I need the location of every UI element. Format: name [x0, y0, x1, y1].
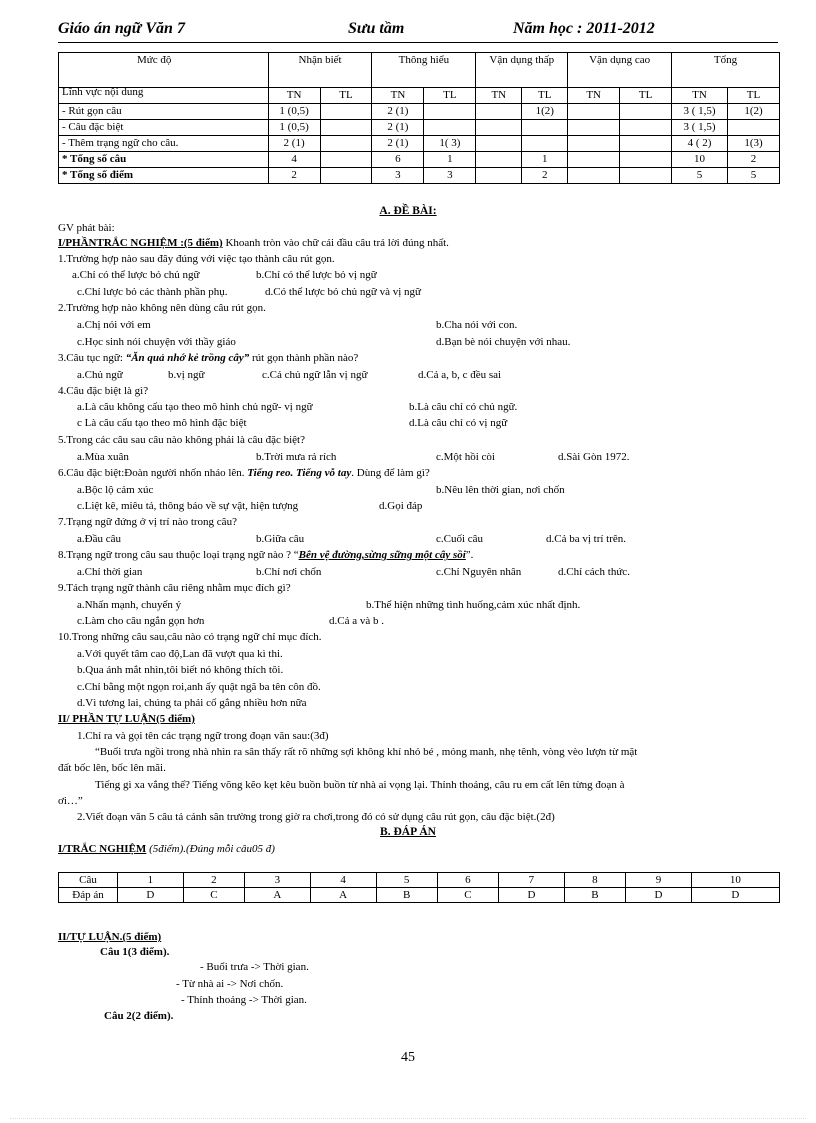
page-number: 45: [401, 1050, 415, 1065]
cell: 2 (1): [372, 120, 424, 136]
cell: D: [626, 888, 692, 903]
sub-header: TL: [620, 88, 672, 104]
cell: 7: [499, 873, 565, 888]
option: a.Chị nói với em: [77, 319, 151, 331]
cell: D: [691, 888, 779, 903]
col-header: Tổng: [672, 53, 780, 88]
cell: B: [564, 888, 625, 903]
table-row: [59, 104, 780, 120]
sub-header: TN: [672, 88, 728, 104]
cell: [320, 152, 372, 168]
option: b.Chỉ nơi chốn: [256, 566, 322, 578]
option: d.Sài Gòn 1972.: [558, 451, 630, 463]
cell: 1(3): [727, 136, 779, 152]
page-header: [58, 18, 778, 43]
cell: B: [376, 888, 437, 903]
col-header: Nhận biết: [268, 53, 372, 88]
cell: D: [499, 888, 565, 903]
cell: 5: [672, 168, 728, 184]
cell: [320, 136, 372, 152]
question-2: 2.Trường hợp nào không nên dùng câu rút gọn.: [58, 302, 266, 314]
option: b.Cha nói với con.: [436, 319, 518, 331]
cell: 2: [183, 873, 244, 888]
cell: 1: [424, 152, 476, 168]
passage-line: đất bốc lên, bốc lên mãi.: [58, 762, 166, 774]
table-row: [59, 888, 780, 903]
cell: 6: [372, 152, 424, 168]
option: d.Bạn bè nói chuyện với nhau.: [436, 336, 571, 348]
passage-line: “Buổi trưa ngồi trong nhà nhìn ra sân thấy rất rõ những sợi không khí nhỏ bé , mỏng manh, nhẹ tênh, vòng vèo lượn từ mặt: [95, 746, 638, 758]
q6-quote: Tiếng reo. Tiếng vỗ tay: [247, 467, 352, 479]
cell: C: [183, 888, 244, 903]
passage-line: ơi…”: [58, 795, 83, 807]
option: a.Chủ ngữ: [77, 369, 123, 381]
cell: 2 (1): [372, 104, 424, 120]
question-6: [58, 466, 430, 480]
answer-line: - Buổi trưa -> Thời gian.: [200, 961, 309, 973]
option: d.Là câu chỉ có vị ngữ: [409, 417, 508, 429]
option: b.Thể hiện những tình huống,cảm xúc nhất định.: [366, 599, 581, 611]
cell: 5: [376, 873, 437, 888]
cell: 2: [268, 168, 320, 184]
cell: 1 (0,5): [268, 120, 320, 136]
question-1: 1.Trường hợp nào sau đây đúng với việc tạo thành câu rút gọn.: [58, 253, 335, 265]
option: d.Cả a và b .: [329, 615, 384, 627]
sub-header: TN: [476, 88, 522, 104]
option: b.vị ngữ: [168, 369, 205, 381]
cell: 2: [522, 168, 568, 184]
answers-title: I/TRẮC NGHIỆM: [58, 843, 147, 855]
part1-instruction: Khoanh tròn vào chữ cái đầu câu trả lời đúng nhất.: [222, 237, 449, 249]
cell: [522, 120, 568, 136]
cell: A: [310, 888, 376, 903]
passage-line: Tiếng gì xa vắng thế? Tiếng võng kẽo kẹt kêu buồn buồn từ nhà ai vọng lại. Thỉnh thoảng, câu ru em cất lên từng đoạn à: [95, 779, 625, 791]
cell: 10: [691, 873, 779, 888]
sub-header: TN: [372, 88, 424, 104]
option: b.Là câu chỉ có chủ ngữ.: [409, 401, 518, 413]
cell: [620, 104, 672, 120]
domain-label: Lĩnh vực nội dung: [62, 86, 144, 98]
option: c Là câu cấu tạo theo mô hình đặc biệt: [77, 417, 247, 429]
col-header: Vận dụng cao: [568, 53, 672, 88]
cell: [320, 120, 372, 136]
cell: [620, 120, 672, 136]
question-9: 9.Tách trạng ngữ thành câu riêng nhằm mục đích gì?: [58, 582, 291, 594]
header-center: Sưu tầm: [348, 20, 405, 37]
answer-line: - Từ nhà ai -> Nơi chốn.: [176, 978, 284, 990]
option: c.Chỉ lược bỏ các thành phần phụ.: [77, 286, 228, 298]
cell: [476, 120, 522, 136]
cell: 1: [522, 152, 568, 168]
option: c.Liệt kê, miêu tả, thông báo về sự vật, hiện tượng: [77, 500, 299, 512]
cell: 3: [424, 168, 476, 184]
table-row: [59, 136, 780, 152]
row-label: - Thêm trạng ngữ cho câu.: [59, 136, 269, 152]
assessment-matrix: [58, 52, 780, 184]
option: c.Cuối câu: [436, 533, 484, 545]
q3-quote: “Ăn quả nhớ kẻ trồng cây”: [125, 352, 250, 364]
option: c.Chỉ bằng một ngọn roi,anh ấy quật ngã ba tên côn đồ.: [77, 681, 321, 693]
question-3: [58, 351, 358, 365]
cell: [568, 152, 620, 168]
option: a.Đầu câu: [77, 533, 121, 545]
cell: 3 ( 1,5): [672, 120, 728, 136]
cell: [568, 120, 620, 136]
option: d.Có thể lược bỏ chủ ngữ và vị ngữ: [265, 286, 421, 298]
cell: Đáp án: [59, 888, 118, 903]
col-header: Vận dụng thấp: [476, 53, 568, 88]
option: c.Một hồi còi: [436, 451, 495, 463]
cell: 6: [437, 873, 498, 888]
q6-pre: 6.Câu đặc biệt:Đoàn người nhốn nháo lên.: [58, 467, 248, 479]
cell: 1( 3): [424, 136, 476, 152]
question-4: 4.Câu đặc biệt là gì?: [58, 385, 149, 397]
cell: 2 (1): [268, 136, 320, 152]
sub-header: TL: [522, 88, 568, 104]
col-header: Thông hiểu: [372, 53, 476, 88]
cell: 8: [564, 873, 625, 888]
cell: [620, 168, 672, 184]
cell: 1(2): [727, 104, 779, 120]
section-b-title: B. ĐÁP ÁN: [380, 826, 436, 838]
q8-pre: 8.Trạng ngữ trong câu sau thuộc loại trạng ngữ nào ? “: [58, 549, 299, 561]
cell: [476, 104, 522, 120]
option: b.Nêu lên thời gian, nơi chốn: [436, 484, 565, 496]
option: a.Chỉ thời gian: [77, 566, 143, 578]
table-row: [59, 152, 780, 168]
cell: [568, 136, 620, 152]
option: a.Chỉ có thể lược bỏ chủ ngữ: [72, 269, 200, 281]
cell: 5: [727, 168, 779, 184]
q8-post: ”.: [465, 549, 474, 561]
matrix-corner: [59, 53, 269, 98]
option: d.Gọi đáp: [379, 500, 423, 512]
cell: 4 ( 2): [672, 136, 728, 152]
question-8: [58, 548, 473, 562]
q3-post: rút gọn thành phần nào?: [249, 352, 359, 364]
header-left: Giáo án ngữ Văn 7: [58, 20, 185, 37]
cell: [620, 152, 672, 168]
cell: 9: [626, 873, 692, 888]
cell: [568, 168, 620, 184]
cell: [424, 120, 476, 136]
option: a.Bộc lộ cảm xúc: [77, 484, 154, 496]
row-label: - Rút gọn câu: [59, 104, 269, 120]
q8-quote: Bên vệ đường,sừng sững một cây sồi: [298, 549, 466, 561]
answer-table: [58, 872, 780, 903]
cell: [320, 168, 372, 184]
essay-answer-title: II/TỰ LUẬN.(5 điểm): [58, 931, 162, 943]
option: b.Qua ánh mắt nhìn,tôi biết nó không thích tôi.: [77, 664, 284, 676]
essay-question-2: 2.Viết đoạn văn 5 câu tả cảnh sân trường trong giờ ra chơi,trong đó có sử dụng câu rút gọn, câu đặc biệt.(2đ): [77, 811, 555, 823]
essay-c2: Câu 2(2 điểm).: [104, 1010, 174, 1022]
option: d.Vì tương lai, chúng ta phải cố gắng nhiều hơn nữa: [77, 697, 307, 709]
table-row: [59, 120, 780, 136]
cell: 4: [310, 873, 376, 888]
sub-header: TL: [727, 88, 779, 104]
option: d.Chỉ cách thức.: [558, 566, 630, 578]
cell: C: [437, 888, 498, 903]
cell: [476, 168, 522, 184]
cell: [476, 152, 522, 168]
cell: [727, 120, 779, 136]
cell: [620, 136, 672, 152]
option: b.Chỉ có thể lược bỏ vị ngữ: [256, 269, 377, 281]
option: c.Chỉ Nguyên nhân: [436, 566, 522, 578]
cell: 3 ( 1,5): [672, 104, 728, 120]
section-a-title: A. ĐỀ BÀI:: [379, 205, 437, 217]
essay-question-1: 1.Chỉ ra và gọi tên các trạng ngữ trong đoạn văn sau:(3đ): [77, 730, 329, 742]
level-label: Mức độ: [137, 54, 172, 66]
option: c.Học sinh nói chuyện với thầy giáo: [77, 336, 236, 348]
gv-line: GV phát bài:: [58, 222, 115, 234]
part1-heading: [58, 236, 449, 250]
cell: [424, 104, 476, 120]
cell: A: [245, 888, 311, 903]
answers-heading: [58, 842, 275, 856]
option: c.Cả chủ ngữ lẫn vị ngữ: [262, 369, 368, 381]
table-row: [59, 168, 780, 184]
question-7: 7.Trạng ngữ đứng ở vị trí nào trong câu?: [58, 516, 237, 528]
option: a.Với quyết tâm cao độ,Lan đã vượt qua kì thi.: [77, 648, 283, 660]
q3-pre: 3.Câu tục ngữ:: [58, 352, 126, 364]
part1-title: I/PHẦNTRẮC NGHIỆM :(5 điểm): [58, 237, 223, 249]
cell: 4: [268, 152, 320, 168]
option: b.Giữa câu: [256, 533, 305, 545]
essay-c1: Câu 1(3 điểm).: [100, 946, 170, 958]
question-5: 5.Trong các câu sau câu nào không phải là câu đặc biệt?: [58, 434, 306, 446]
part2-title: II/ PHẦN TỰ LUẬN(5 điểm): [58, 713, 195, 725]
option: a.Nhấn mạnh, chuyển ý: [77, 599, 182, 611]
cell: [522, 136, 568, 152]
option: a.Là câu không cấu tạo theo mô hình chủ ngữ- vị ngữ: [77, 401, 313, 413]
option: c.Làm cho câu ngắn gọn hơn: [77, 615, 205, 627]
row-label: * Tổng số điểm: [59, 168, 269, 184]
cell: 1 (0,5): [268, 104, 320, 120]
sub-header: TL: [320, 88, 372, 104]
answers-note: (5điểm).(Đúng mỗi câu05 đ): [146, 843, 275, 855]
q6-post: . Dùng để làm gì?: [351, 467, 430, 479]
cell: D: [118, 888, 184, 903]
option: d.Cả ba vị trí trên.: [546, 533, 627, 545]
question-10: 10.Trong những câu sau,câu nào có trạng ngữ chỉ mục đích.: [58, 631, 322, 643]
cell: 3: [245, 873, 311, 888]
cell: 1: [118, 873, 184, 888]
table-row: [59, 873, 780, 888]
row-label: - Câu đặc biệt: [59, 120, 269, 136]
sub-header: TN: [268, 88, 320, 104]
cell: [568, 104, 620, 120]
answer-line: - Thỉnh thoảng -> Thời gian.: [181, 994, 307, 1006]
header-right: Năm học : 2011-2012: [513, 20, 655, 37]
option: b.Trời mưa rả rích: [256, 451, 337, 463]
sub-header: TL: [424, 88, 476, 104]
option: a.Mùa xuân: [77, 451, 129, 463]
cell: [476, 136, 522, 152]
sub-header: TN: [568, 88, 620, 104]
page-footer-divider: [10, 1118, 806, 1119]
option: d.Cả a, b, c đều sai: [418, 369, 502, 381]
cell: 1(2): [522, 104, 568, 120]
cell: [320, 104, 372, 120]
cell: 2: [727, 152, 779, 168]
cell: 10: [672, 152, 728, 168]
cell: Câu: [59, 873, 118, 888]
cell: 3: [372, 168, 424, 184]
row-label: * Tổng số câu: [59, 152, 269, 168]
cell: 2 (1): [372, 136, 424, 152]
